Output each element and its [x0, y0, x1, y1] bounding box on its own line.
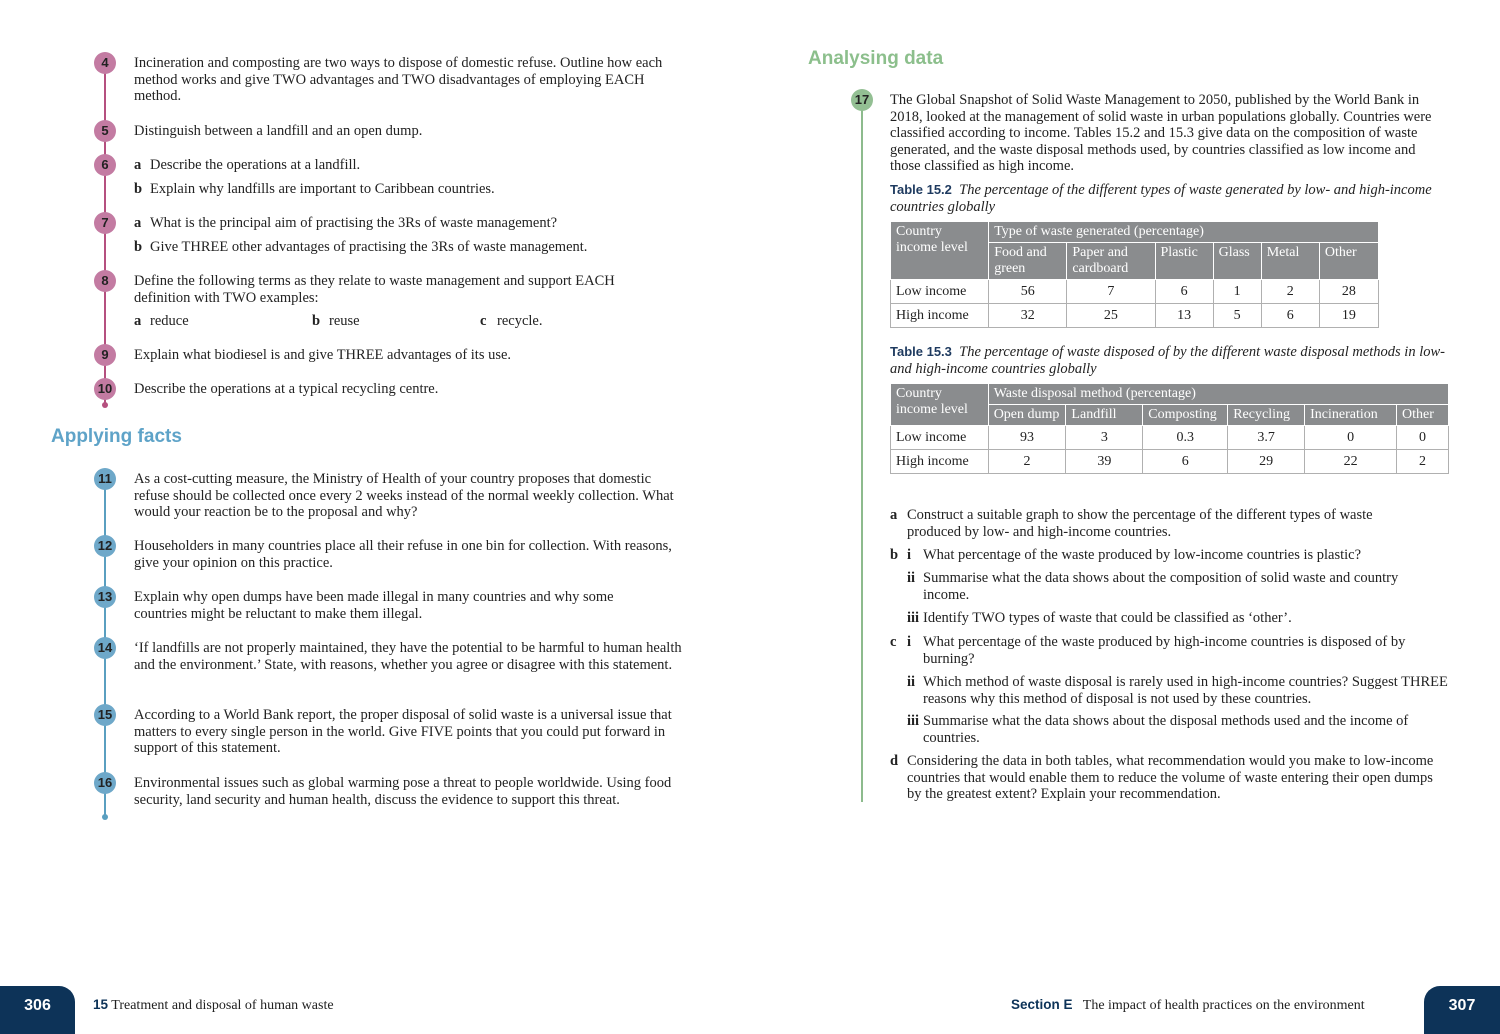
question-17bi — [890, 547, 1450, 564]
question-number-7: 7 — [94, 212, 116, 234]
table-cell: 22 — [1305, 450, 1397, 474]
question-number-17: 17 — [851, 89, 873, 111]
table-cell: 2 — [988, 450, 1066, 474]
table-row-header-title: Country income level — [891, 222, 989, 280]
question-17bi-text: What percentage of the waste produced by low-income countries is plastic? — [923, 547, 1362, 563]
question-5-text: Distinguish between a landfill and an open dump. — [134, 123, 423, 139]
table-cell: 7 — [1067, 280, 1155, 304]
part-label: a — [134, 215, 142, 231]
question-17ciii-text: Summarise what the data shows about the disposal methods used and the income of countries. — [923, 713, 1409, 746]
table-column-header: Metal — [1261, 243, 1319, 280]
table-cell: 6 — [1155, 280, 1213, 304]
table-cell: 3.7 — [1228, 426, 1305, 450]
subpart-label: iii — [907, 610, 920, 626]
row-label: Low income — [891, 426, 989, 450]
question-8b — [312, 313, 360, 330]
part-label: a — [134, 157, 142, 173]
question-8a-text: reduce — [150, 313, 189, 329]
table-label: Table 15.3 — [890, 344, 952, 359]
question-number-8: 8 — [94, 270, 116, 292]
question-12-text: Householders in many countries place all their refuse in one bin for collection. With reasons, give your opinion on this practice. — [134, 538, 672, 571]
question-8c — [480, 313, 542, 330]
part-label: b — [890, 547, 899, 563]
question-17biii — [890, 610, 1450, 627]
table-cell: 6 — [1143, 450, 1228, 474]
table-cell: 1 — [1213, 280, 1261, 304]
part-label: a — [890, 507, 898, 523]
table-row — [891, 450, 1449, 474]
question-number-4: 4 — [94, 52, 116, 74]
question-number-6: 6 — [94, 154, 116, 176]
footer-chapter — [93, 997, 334, 1014]
table-15-2 — [890, 221, 1379, 328]
question-8a — [134, 313, 189, 330]
part-label: c — [480, 313, 487, 329]
question-17bii — [890, 570, 1450, 603]
table-cell: 0 — [1397, 426, 1449, 450]
table-cell: 32 — [989, 304, 1067, 328]
part-label: d — [890, 753, 899, 769]
table-caption-text: The percentage of waste disposed of by the different waste disposal methods in low- and high-income countries globally — [890, 344, 1445, 377]
table-cell: 25 — [1067, 304, 1155, 328]
table-cell: 93 — [988, 426, 1066, 450]
question-number-12: 12 — [94, 535, 116, 557]
question-number-11: 11 — [94, 468, 116, 490]
section-label: Section E — [1011, 997, 1073, 1012]
footer-section — [1011, 997, 1365, 1014]
table-column-header: Other — [1397, 405, 1449, 426]
table-group-title: Type of waste generated (percentage) — [989, 222, 1379, 243]
part-label: b — [312, 313, 321, 329]
table-column-header: Paper and cardboard — [1067, 243, 1155, 280]
subpart-label: i — [907, 634, 912, 650]
table-column-header: Composting — [1143, 405, 1228, 426]
row-label: High income — [891, 450, 989, 474]
question-6a-text: Describe the operations at a landfill. — [150, 157, 361, 173]
part-label: a — [134, 313, 142, 329]
question-17-intro: The Global Snapshot of Solid Waste Management to 2050, published by the World Bank in 2018, looked at the management of solid waste in urban populations globally. Countries were classified according to income. Tables 15.2 and 15.3 give data on the composition of waste generated, and the waste disposal methods used, by countries classified as low income and those classified as high income. — [890, 92, 1432, 174]
question-15-text: According to a World Bank report, the proper disposal of solid waste is a universal issue that matters to every single person in the world. Give FIVE points that you could put forward in support of this statement. — [134, 707, 672, 756]
question-16-text: Environmental issues such as global warming pose a threat to people worldwide. Using food security, land security and human health, discuss the evidence to support this threat. — [134, 775, 672, 808]
question-4-text: Incineration and composting are two ways to dispose of domestic refuse. Outline how each method works and give TWO advantages and TWO disadvantages of employing EACH method. — [134, 55, 663, 104]
table-cell: 56 — [989, 280, 1067, 304]
question-number-10: 10 — [94, 378, 116, 400]
table-column-header: Plastic — [1155, 243, 1213, 280]
question-number-16: 16 — [94, 772, 116, 794]
table-row — [891, 426, 1449, 450]
question-13-text: Explain why open dumps have been made illegal in many countries and why some countries might be reluctant to make them illegal. — [134, 589, 614, 622]
table-cell: 0 — [1305, 426, 1397, 450]
question-7a-text: What is the principal aim of practising the 3Rs of waste management? — [150, 215, 558, 231]
question-17cii-text: Which method of waste disposal is rarely used in high-income countries? Suggest THREE reasons why this method of disposal is not used by these countries. — [923, 674, 1448, 707]
subpart-label: ii — [907, 570, 916, 586]
question-11-text: As a cost-cutting measure, the Ministry of Health of your country proposes that domestic refuse should be collected once every 2 weeks instead of the normal weekly collection. What would your reaction be to the proposal and why? — [134, 471, 674, 520]
part-label: b — [134, 180, 143, 197]
part-label: c — [890, 634, 897, 650]
question-8-text: Define the following terms as they relate to waste management and support EACH definition with TWO examples: — [134, 273, 615, 306]
question-number-14: 14 — [94, 637, 116, 659]
question-17ci-text: What percentage of the waste produced by high-income countries is disposed of by burning? — [923, 634, 1406, 667]
question-17ciii — [890, 713, 1450, 746]
chapter-number: 15 — [93, 997, 109, 1012]
table-cell: 13 — [1155, 304, 1213, 328]
chapter-title: Treatment and disposal of human waste — [111, 998, 334, 1013]
row-label: High income — [891, 304, 989, 328]
question-number-9: 9 — [94, 344, 116, 366]
question-17d-text: Considering the data in both tables, what recommendation would you make to low-income countries that would enable them to reduce the volume of waste entering their open dumps by the greatest extent? Explain your recommendation. — [907, 753, 1434, 802]
table-15-3-caption — [890, 344, 1450, 377]
question-number-15: 15 — [94, 704, 116, 726]
section-title: The impact of health practices on the environment — [1082, 998, 1365, 1013]
table-cell: 0.3 — [1143, 426, 1228, 450]
question-6 — [134, 157, 694, 197]
table-column-header: Open dump — [988, 405, 1066, 426]
question-6b-text: Explain why landfills are important to Caribbean countries. — [150, 180, 495, 197]
table-row-header-title: Country income level — [891, 384, 989, 426]
question-10-text: Describe the operations at a typical recycling centre. — [134, 381, 439, 397]
question-17ci — [890, 634, 1450, 667]
subpart-label: ii — [907, 674, 916, 690]
subpart-label: iii — [907, 713, 920, 729]
table-row — [891, 280, 1379, 304]
question-number-5: 5 — [94, 120, 116, 142]
question-17cii — [890, 674, 1450, 707]
table-cell: 2 — [1261, 280, 1319, 304]
question-number-13: 13 — [94, 586, 116, 608]
table-cell: 6 — [1261, 304, 1319, 328]
table-cell: 39 — [1066, 450, 1143, 474]
question-timeline-green — [861, 100, 863, 802]
applying-facts-heading: Applying facts — [51, 426, 182, 447]
table-cell: 19 — [1319, 304, 1378, 328]
timeline-end-dot — [102, 402, 108, 408]
table-cell: 5 — [1213, 304, 1261, 328]
question-14-text: ‘If landfills are not properly maintained, they have the potential to be harmful to human health and the environment.’ State, with reasons, whether you agree or disagree with this statement. — [134, 640, 682, 673]
question-17d — [890, 753, 1450, 803]
table-column-header: Incineration — [1305, 405, 1397, 426]
question-8c-text: recycle. — [497, 313, 543, 329]
table-15-2-caption — [890, 182, 1440, 215]
table-column-header: Recycling — [1228, 405, 1305, 426]
table-column-header: Glass — [1213, 243, 1261, 280]
table-cell: 3 — [1066, 426, 1143, 450]
table-15-3 — [890, 383, 1449, 474]
table-column-header: Other — [1319, 243, 1378, 280]
table-cell: 29 — [1228, 450, 1305, 474]
page-number-right: 307 — [1424, 986, 1500, 1034]
question-8b-text: reuse — [329, 313, 360, 329]
timeline-end-dot — [102, 814, 108, 820]
question-7 — [134, 215, 694, 255]
table-cell: 28 — [1319, 280, 1378, 304]
table-caption-text: The percentage of the different types of waste generated by low- and high-income countries globally — [890, 182, 1432, 215]
analysing-data-heading: Analysing data — [808, 48, 944, 69]
table-row — [891, 304, 1379, 328]
question-17bii-text: Summarise what the data shows about the composition of solid waste and country income. — [923, 570, 1399, 603]
table-column-header: Food and green — [989, 243, 1067, 280]
row-label: Low income — [891, 280, 989, 304]
subpart-label: i — [907, 547, 912, 563]
question-7b-text: Give THREE other advantages of practising the 3Rs of waste management. — [150, 238, 588, 255]
question-17a — [890, 507, 1450, 540]
table-label: Table 15.2 — [890, 182, 952, 197]
page-number-left: 306 — [0, 986, 75, 1034]
table-cell: 2 — [1397, 450, 1449, 474]
part-label: b — [134, 238, 143, 255]
table-group-title: Waste disposal method (percentage) — [988, 384, 1448, 405]
table-column-header: Landfill — [1066, 405, 1143, 426]
question-17a-text: Construct a suitable graph to show the percentage of the different types of waste produced by low- and high-income countries. — [907, 507, 1373, 540]
question-9-text: Explain what biodiesel is and give THREE advantages of its use. — [134, 347, 512, 363]
question-17biii-text: Identify TWO types of waste that could be classified as ‘other’. — [923, 610, 1292, 626]
